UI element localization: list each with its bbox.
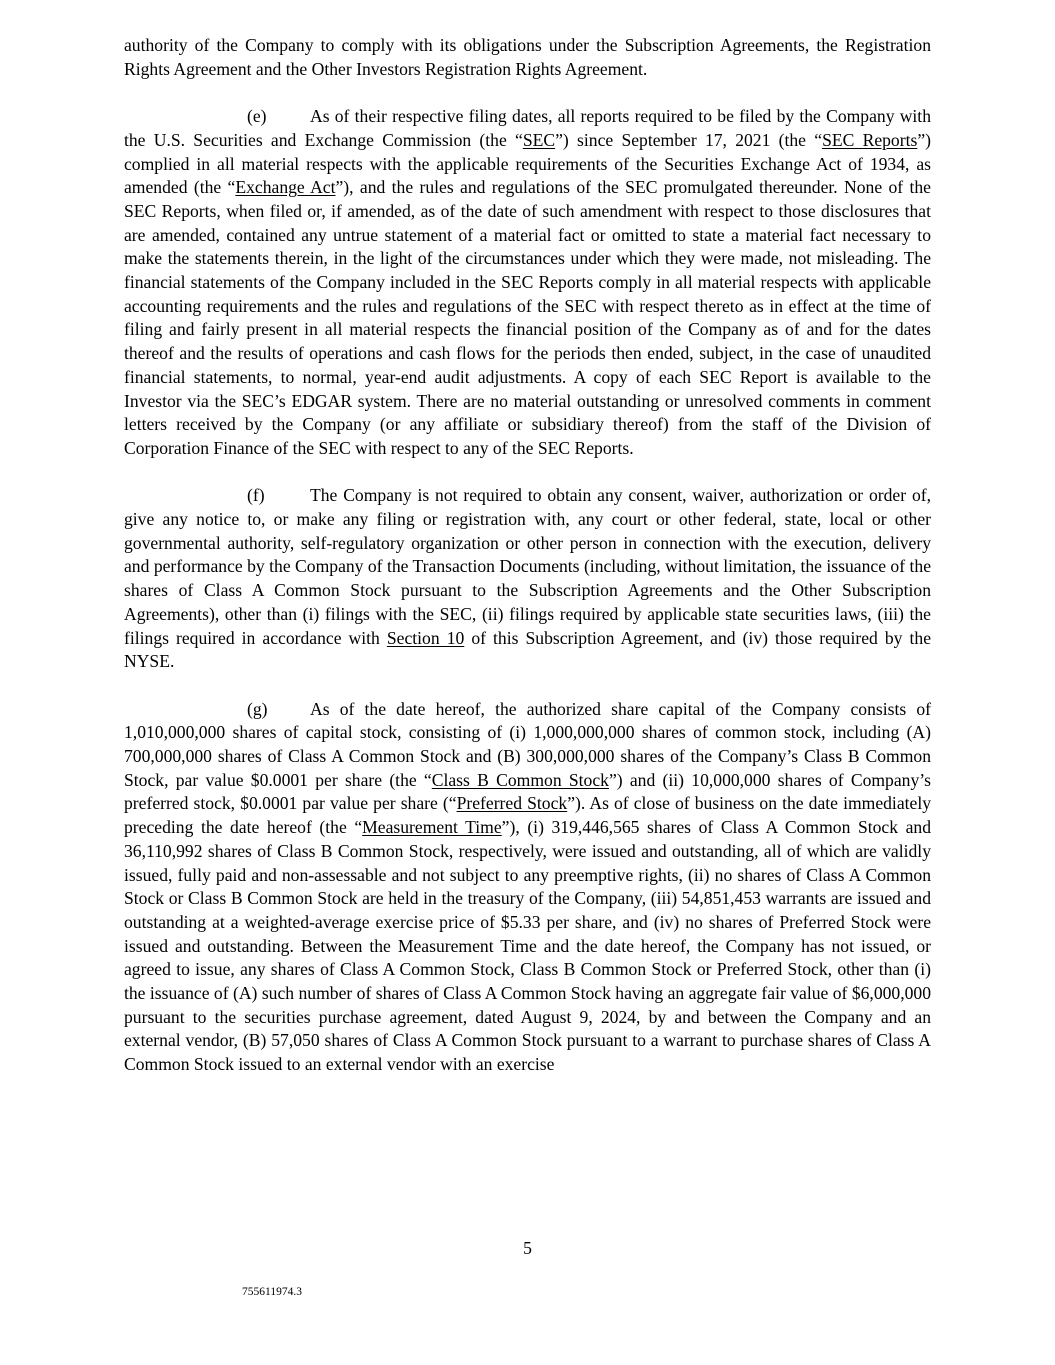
intro-text: authority of the Company to comply with its obligations under the Subscription Agreements, the Registration Rights Agreement and the Other Investors Registration Rights Agreement.	[124, 35, 931, 79]
defined-term-sec: SEC	[522, 129, 556, 150]
defined-term-class-b-common-stock: Class B Common Stock	[431, 769, 609, 790]
defined-term-preferred-stock: Preferred Stock	[456, 793, 568, 814]
section-e-paragraph	[124, 105, 931, 461]
section-e-text-1: As of their respective filing dates, all reports required to be filed by the Company with the U.S. Securities and Exchange Commission (the “	[124, 106, 931, 150]
document-body	[124, 34, 931, 1101]
section-e-text-2: ”) since September 17, 2021 (the “	[555, 129, 823, 150]
defined-term-measurement-time: Measurement Time	[362, 817, 502, 838]
defined-term-sec-reports: SEC Reports	[822, 129, 918, 150]
section-10-reference: Section 10	[386, 627, 465, 648]
section-f-label: (f)	[247, 485, 265, 506]
section-f-text-1: The Company is not required to obtain any consent, waiver, authorization or order of, give any notice to, or make any filing or registration with, any court or other federal, state, local or other governmental authority, self-regulatory organization or other person in connection with the execution, delivery and performance by the Company of the Transaction Documents (including, without limitation, the issuance of the shares of Class A Common Stock pursuant to the Subscription Agreements and the Other Subscription Agreements), other than (i) filings with the SEC, (ii) filings required by applicable state securities laws, (iii) the filings required in accordance with	[124, 485, 931, 648]
section-g-label: (g)	[247, 698, 268, 719]
document-id: 755611974.3	[242, 1286, 302, 1298]
section-g-text-3: ”). As of close of business on the date immediately preceding the date hereof (the “	[124, 793, 932, 838]
intro-paragraph	[124, 34, 931, 81]
section-g-text-2: ”) and (ii) 10,000,000 shares of Company’s preferred stock, $0.0001 par value per share (“	[124, 769, 931, 814]
section-f-text-2: of this Subscription Agreement, and (iv) those required by the NYSE.	[124, 627, 932, 672]
section-g-text-1: As of the date hereof, the authorized share capital of the Company consists of 1,010,000,000 shares of capital stock, consisting of (i) 1,000,000,000 shares of common stock, including (A) 700,000,000 shares of Class A Common Stock and (B) 300,000,000 shares of the Company’s Class B Common Stock, par value $0.0001 per share (the “	[124, 698, 931, 790]
section-g-paragraph	[124, 698, 931, 1077]
section-e-text-3: ”) complied in all material respects with the applicable requirements of the Securities Exchange Act of 1934, as amended (the “	[124, 129, 931, 198]
page-number: 5	[523, 1238, 532, 1258]
section-e-label: (e)	[247, 106, 267, 127]
section-e-text-4: ”), and the rules and regulations of the SEC promulgated thereunder. None of the SEC Reports, when filed or, if amended, as of the date of such amendment with respect to those disclosures that are amended, contained any untrue statement of a material fact or omitted to state a material fact necessary to make the statements therein, in the light of the circumstances under which they were made, not misleading. The financial statements of the Company included in the SEC Reports comply in all material respects with applicable accounting requirements and the rules and regulations of the SEC with respect thereto as in effect at the time of filing and fairly present in all material respects the financial position of the Company as of and for the dates thereof and the results of operations and cash flows for the periods then ended, subject, in the case of unaudited financial statements, to normal, year-end audit adjustments. A copy of each SEC Report is available to the Investor via the SEC’s EDGAR system. There are no material outstanding or unresolved comments in comment letters received by the Company (or any affiliate or subsidiary thereof) from the staff of the Division of Corporation Finance of the SEC with respect to any of the SEC Reports.	[124, 177, 931, 458]
section-f-paragraph	[124, 484, 931, 674]
defined-term-exchange-act: Exchange Act	[235, 177, 336, 198]
section-g-text-4: ”), (i) 319,446,565 shares of Class A Common Stock and 36,110,992 shares of Class B Common Stock, respectively, were issued and outstanding, all of which are validly issued, fully paid and non-assessable and not subject to any preemptive rights, (ii) no shares of Class A Common Stock or Class B Common Stock are held in the treasury of the Company, (iii) 54,851,453 warrants are issued and outstanding at a weighted-average exercise price of $5.33 per share, and (iv) no shares of Preferred Stock were issued and outstanding. Between the Measurement Time and the date hereof, the Company has not issued, or agreed to issue, any shares of Class A Common Stock, Class B Common Stock or Preferred Stock, other than (i) the issuance of (A) such number of shares of Class A Common Stock having an aggregate fair value of $6,000,000 pursuant to the securities purchase agreement, dated August 9, 2024, by and between the Company and an external vendor, (B) 57,050 shares of Class A Common Stock pursuant to a warrant to purchase shares of Class A Common Stock issued to an external vendor with an exercise	[124, 817, 931, 1075]
